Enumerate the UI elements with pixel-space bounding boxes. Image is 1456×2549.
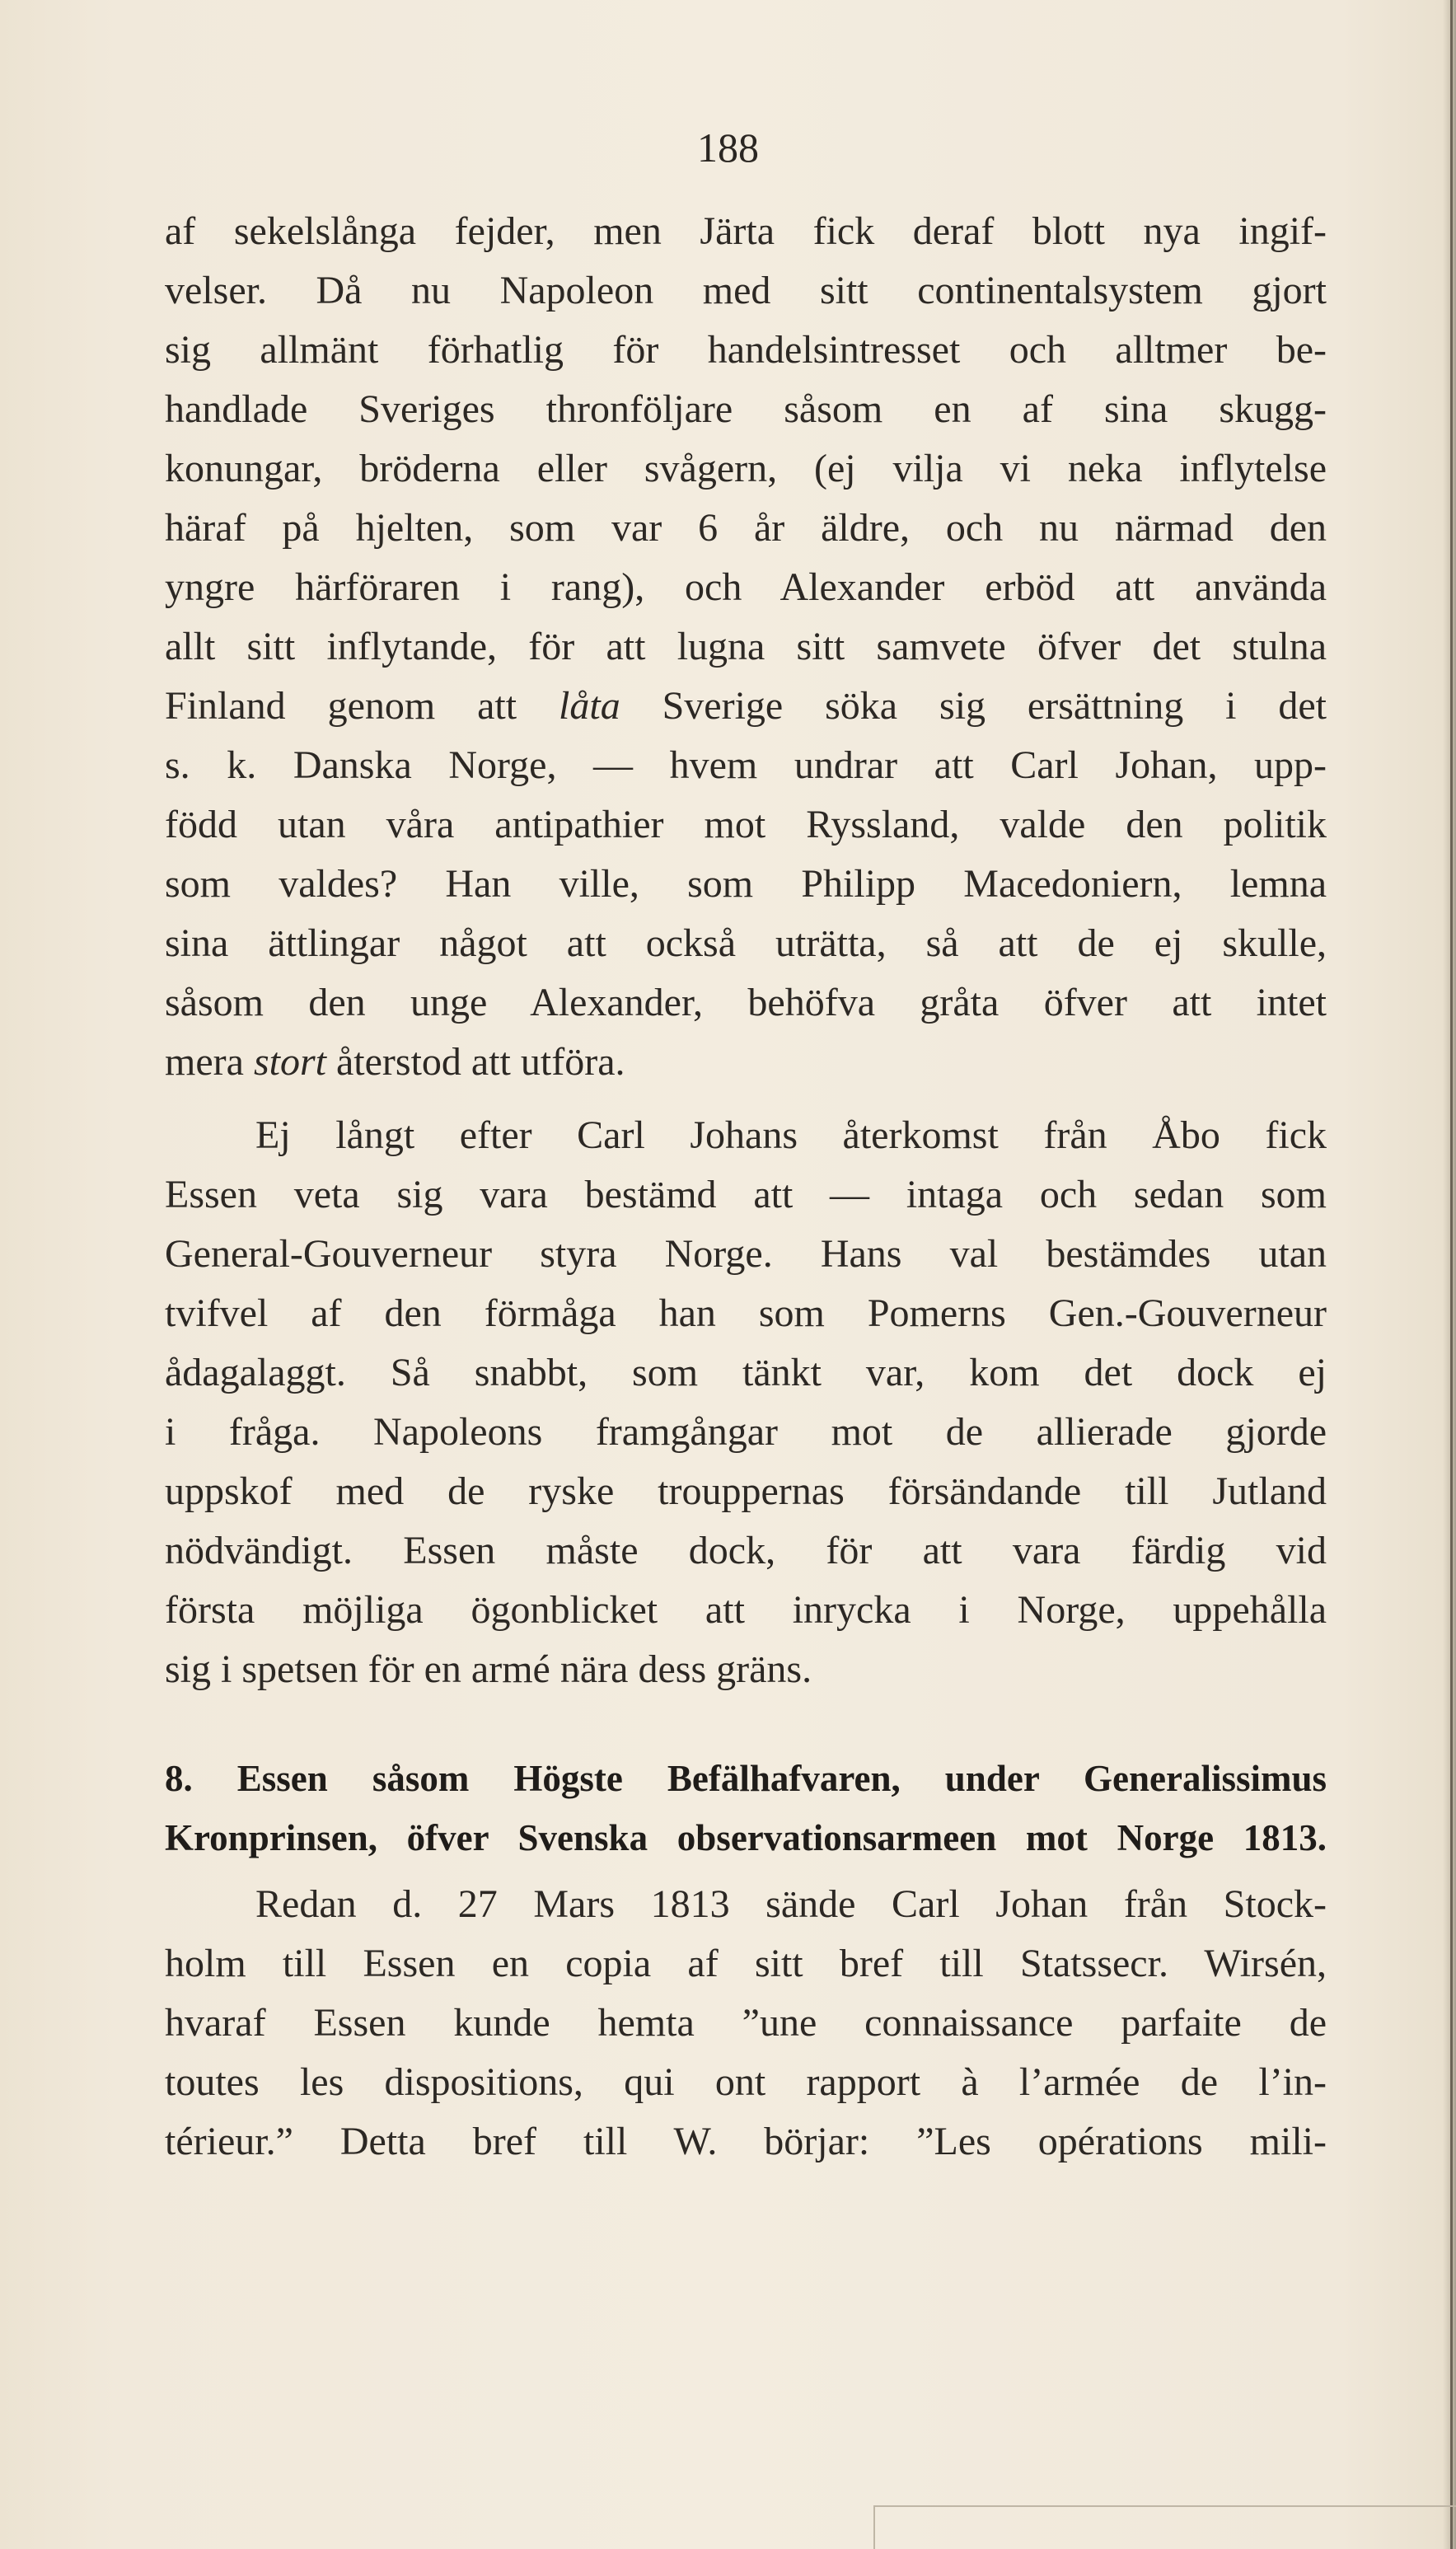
text-line: sina ättlingar något att också uträtta, så att de ej skulle, <box>165 921 1327 965</box>
text-segment: återstod att utföra. <box>325 1040 625 1084</box>
text-line: térieur.” Detta bref till W. börjar: ”Les opérations mili- <box>165 2120 1327 2163</box>
text-line: toutes les dispositions, qui ont rapport à l’armée de l’in- <box>165 2060 1327 2104</box>
text-line: General-Gouverneur styra Norge. Hans val bestämdes utan <box>165 1232 1327 1276</box>
text-line: nödvändigt. Essen måste dock, för att vara färdig vid <box>165 1529 1327 1572</box>
page-edge-line <box>1450 0 1453 2549</box>
text-line: konungar, bröderna eller svågern, (ej vilja vi neka inflytelse <box>165 447 1327 490</box>
text-line: sig allmänt förhatlig för handelsintresset och alltmer be- <box>165 328 1327 372</box>
italic-text: stort <box>253 1040 326 1084</box>
text-line: tvifvel af den förmåga han som Pomerns Gen.-Gouverneur <box>165 1291 1327 1335</box>
text-line <box>165 1033 1327 1092</box>
text-line: som valdes? Han ville, som Philipp Macedoniern, lemna <box>165 862 1327 906</box>
text-segment: mera <box>165 1040 254 1084</box>
text-line: första möjliga ögonblicket att inrycka i Norge, uppehålla <box>165 1588 1327 1632</box>
text-line: Redan d. 27 Mars 1813 sände Carl Johan från Stock- <box>255 1882 1327 1926</box>
scan-border-line <box>873 2505 875 2549</box>
text-line: häraf på hjelten, som var 6 år äldre, och nu närmad den <box>165 506 1327 550</box>
scan-border-line <box>873 2505 1456 2507</box>
paragraph-1 <box>165 202 1327 1092</box>
text-line: allt sitt inflytande, för att lugna sitt samvete öfver det stulna <box>165 625 1327 668</box>
text-segment: Sverige söka sig ersättning i det <box>620 684 1327 728</box>
text-line: hvaraf Essen kunde hemta ”une connaissance parfaite de <box>165 2001 1327 2045</box>
italic-text: låta <box>559 684 620 728</box>
paragraph-2 <box>165 1106 1327 1699</box>
text-line: såsom den unge Alexander, behöfva gråta öfver att intet <box>165 981 1327 1024</box>
text-line: handlade Sveriges thronföljare såsom en af sina skugg- <box>165 387 1327 431</box>
section-heading <box>165 1749 1327 1867</box>
text-line: yngre härföraren i rang), och Alexander erböd att använda <box>165 565 1327 609</box>
text-line: af sekelslånga fejder, men Järta fick deraf blott nya ingif- <box>165 209 1327 253</box>
text-line: s. k. Danska Norge, — hvem undrar att Carl Johan, upp- <box>165 743 1327 787</box>
text-line: velser. Då nu Napoleon med sitt continentalsystem gjort <box>165 269 1327 312</box>
text-line: sig i spetsen för en armé nära dess gräns. <box>165 1647 812 1691</box>
page-edge-shadow <box>1443 0 1456 2549</box>
text-line: född utan våra antipathier mot Ryssland, valde den politik <box>165 803 1327 846</box>
text-line: ådagalaggt. Så snabbt, som tänkt var, kom det dock ej <box>165 1351 1327 1394</box>
text-line: holm till Essen en copia af sitt bref till Statssecr. Wirsén, <box>165 1942 1327 1985</box>
text-line: Ej långt efter Carl Johans återkomst från Åbo fick <box>255 1113 1327 1157</box>
text-line: i fråga. Napoleons framgångar mot de allierade gjorde <box>165 1410 1327 1454</box>
text-segment: Finland genom att <box>165 684 559 728</box>
heading-line: 8. Essen såsom Högste Befälhafvaren, under Generalissimus <box>165 1758 1327 1799</box>
page-number: 188 <box>697 124 759 171</box>
text-line: Essen veta sig vara bestämd att — intaga och sedan som <box>165 1173 1327 1216</box>
text-line <box>165 677 1327 736</box>
paragraph-3 <box>165 1875 1327 2172</box>
heading-line: Kronprinsen, öfver Svenska observationsarmeen mot Norge 1813. <box>165 1817 1327 1858</box>
text-line: uppskof med de ryske trouppernas försändande till Jutland <box>165 1469 1327 1513</box>
